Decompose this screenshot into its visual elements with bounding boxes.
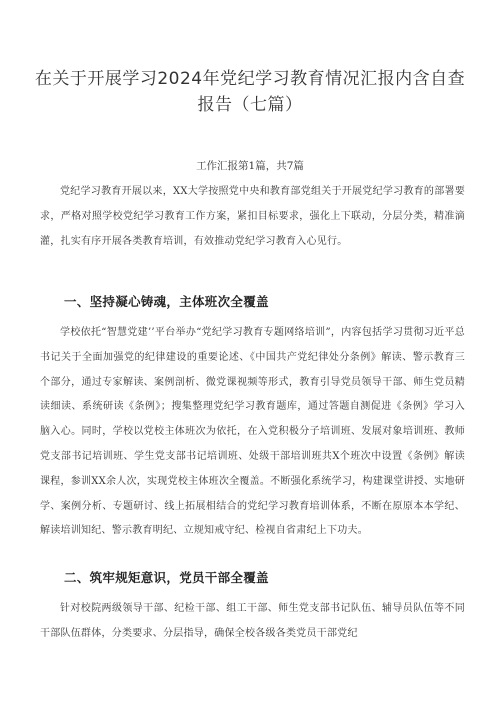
document-subtitle: 工作汇报第1篇，共7篇 [196,160,304,172]
section-2-heading: 二、筑牢规矩意识，党员干部全覆盖 [64,570,269,585]
document-title: 在关于开展学习2024年党纪学习教育情况汇报内含自查报告（七篇） [34,69,466,115]
section-1-paragraph: 学校依托“智慧党建’’平台举办“党纪学习教育专题网络培训”，内容包括学习贯彻习近平总书记关于全面加强党的纪律建设的重要论述、《中国共产党纪律处分条例》解读、警示教育三个部分，通过专家解读、案例剖析、微党课视频等形式，教育引导党员领导干部、师生党员精读细读、系统研读《条例》；搜集整理党纪学习教育题库，通过答题自测促进《条例》学习入脑入心。同时，学校以党校主体班次为依托，在入党积极分子培训班、发展对象培训班、教师党支部书记培训班、学生党支部书记培训班、处级干部培训班共X个班次中设置《条例》解读课程，参训XX余人次，实现党校主体班次全覆盖。不断强化系统学习，构建课堂讲授、实地研学、案例分析、专题研讨、线上拓展相结合的党纪学习教育培训体系，不断在原原本本学纪、解读培训知纪、警示教育明纪、立规知戒守纪、检视自省肃纪上下功夫。 [40,327,465,537]
section-2-paragraph: 针对校院两级领导干部、纪检干部、组工干部、师生党支部书记队伍、辅导员队伍等不同干部队伍群体，分类要求、分层指导，确保全校各级各类党员干部党纪 [40,603,465,639]
intro-paragraph: 党纪学习教育开展以来，XX大学按照党中央和教育部党组关于开展党纪学习教育的部署要求，严格对照学校党纪学习教育工作方案，紧扣目标要求，强化上下联动，分层分类，精准滴灌，扎实有序开展各类教育培训，有效推动党纪学习教育入心见行。 [40,186,465,247]
section-1-heading: 一、坚持凝心铸魂，主体班次全覆盖 [64,294,269,309]
